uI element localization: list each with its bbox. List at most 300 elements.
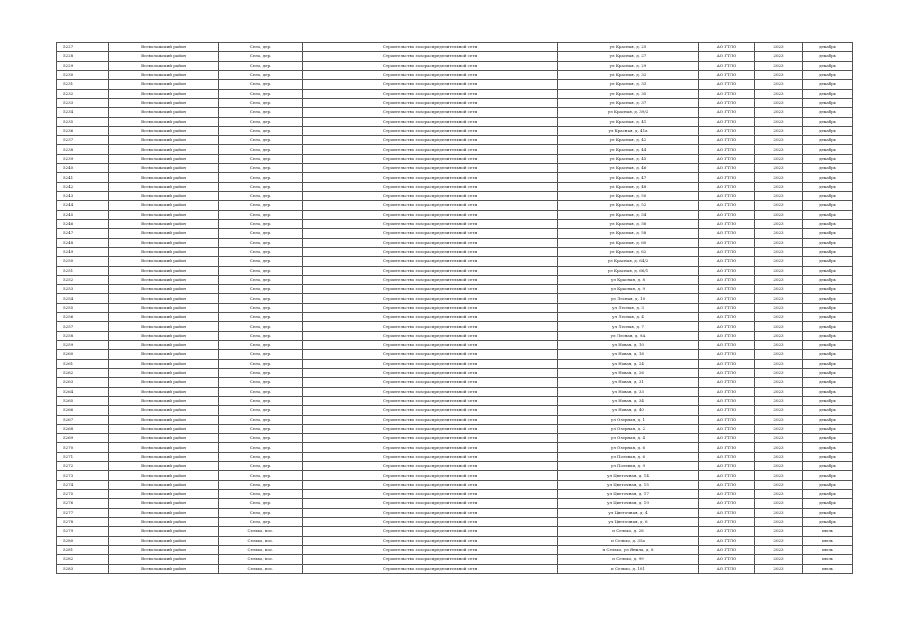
address-cell: ул Лесная, д. 10 [558, 294, 699, 303]
table-row [57, 275, 853, 284]
table-row [57, 406, 853, 415]
address-cell: ул Новая, д. 26 [558, 368, 699, 377]
row-number-cell: 5269 [57, 434, 109, 443]
month-cell: декабрь [803, 294, 853, 303]
row-number-cell: 5255 [57, 303, 109, 312]
month-cell: декабрь [803, 89, 853, 98]
district-cell: Всеволожский район [109, 182, 219, 191]
table-row [57, 555, 853, 564]
address-cell: ул Красная, д. 48 [558, 182, 699, 191]
table-row [57, 126, 853, 135]
row-number-cell: 5279 [57, 527, 109, 536]
work-type-cell: Строительство газораспределительной сети [303, 527, 558, 536]
organization-cell: АО ГТЛО [699, 331, 755, 340]
work-type-cell: Строительство газораспределительной сети [303, 368, 558, 377]
year-cell: 2023 [755, 536, 803, 545]
district-cell: Всеволожский район [109, 294, 219, 303]
table-row [57, 341, 853, 350]
district-cell: Всеволожский район [109, 98, 219, 107]
table-row [57, 210, 853, 219]
organization-cell: АО ГТЛО [699, 98, 755, 107]
row-number-cell: 5267 [57, 415, 109, 424]
settlement-cell: Село, дер. [219, 108, 303, 117]
settlement-cell: Село, дер. [219, 387, 303, 396]
month-cell: декабрь [803, 434, 853, 443]
row-number-cell: 5263 [57, 378, 109, 387]
settlement-cell: Село, дер. [219, 126, 303, 135]
district-cell: Всеволожский район [109, 275, 219, 284]
table-row [57, 266, 853, 275]
organization-cell: АО ГТЛО [699, 154, 755, 163]
month-cell: декабрь [803, 303, 853, 312]
settlement-cell: Село, дер. [219, 452, 303, 461]
year-cell: 2023 [755, 257, 803, 266]
address-cell: ул Новая, д. 40 [558, 406, 699, 415]
district-cell: Всеволожский район [109, 527, 219, 536]
table-row [57, 52, 853, 61]
row-number-cell: 5241 [57, 173, 109, 182]
table-row [57, 219, 853, 228]
table-row [57, 396, 853, 405]
work-type-cell: Строительство газораспределительной сети [303, 406, 558, 415]
settlement-cell: Село, дер. [219, 70, 303, 79]
month-cell: декабрь [803, 219, 853, 228]
settlement-cell: Село, дер. [219, 508, 303, 517]
work-type-cell: Строительство газораспределительной сети [303, 341, 558, 350]
settlement-cell: Село, дер. [219, 229, 303, 238]
row-number-cell: 5229 [57, 61, 109, 70]
district-cell: Всеволожский район [109, 564, 219, 573]
district-cell: Всеволожский район [109, 499, 219, 508]
month-cell: декабрь [803, 322, 853, 331]
year-cell: 2023 [755, 462, 803, 471]
settlement-cell: Село, дер. [219, 415, 303, 424]
work-type-cell: Строительство газораспределительной сети [303, 424, 558, 433]
district-cell: Всеволожский район [109, 536, 219, 545]
organization-cell: АО ГТЛО [699, 266, 755, 275]
row-number-cell: 5240 [57, 164, 109, 173]
year-cell: 2023 [755, 415, 803, 424]
organization-cell: АО ГТЛО [699, 108, 755, 117]
row-number-cell: 5274 [57, 480, 109, 489]
district-cell: Всеволожский район [109, 406, 219, 415]
district-cell: Всеволожский район [109, 341, 219, 350]
address-cell: ул Красная, д. 62 [558, 247, 699, 256]
year-cell: 2023 [755, 480, 803, 489]
address-cell: ул Цветочная, д. 6 [558, 517, 699, 526]
settlement-cell: Село, дер. [219, 61, 303, 70]
row-number-cell: 5238 [57, 145, 109, 154]
organization-cell: АО ГТЛО [699, 406, 755, 415]
organization-cell: АО ГТЛО [699, 508, 755, 517]
year-cell: 2023 [755, 303, 803, 312]
address-cell: ул Красная, д. 9 [558, 285, 699, 294]
district-cell: Всеволожский район [109, 303, 219, 312]
work-type-cell: Строительство газораспределительной сети [303, 434, 558, 443]
organization-cell: АО ГТЛО [699, 70, 755, 79]
month-cell: декабрь [803, 452, 853, 461]
row-number-cell: 5253 [57, 285, 109, 294]
table-row [57, 247, 853, 256]
district-cell: Всеволожский район [109, 52, 219, 61]
organization-cell: АО ГТЛО [699, 462, 755, 471]
district-cell: Всеволожский район [109, 117, 219, 126]
organization-cell: АО ГТЛО [699, 89, 755, 98]
table-row [57, 136, 853, 145]
row-number-cell: 5227 [57, 43, 109, 52]
organization-cell: АО ГТЛО [699, 434, 755, 443]
address-cell: ул Красная, д. 42 [558, 136, 699, 145]
work-type-cell: Строительство газораспределительной сети [303, 508, 558, 517]
work-type-cell: Строительство газораспределительной сети [303, 452, 558, 461]
table-row [57, 443, 853, 452]
district-cell: Всеволожский район [109, 313, 219, 322]
work-type-cell: Строительство газораспределительной сети [303, 117, 558, 126]
month-cell: декабрь [803, 173, 853, 182]
district-cell: Всеволожский район [109, 164, 219, 173]
work-type-cell: Строительство газораспределительной сети [303, 173, 558, 182]
row-number-cell: 5260 [57, 350, 109, 359]
month-cell: декабрь [803, 490, 853, 499]
settlement-cell: Сельхо, пос. [219, 555, 303, 564]
work-type-cell: Строительство газораспределительной сети [303, 555, 558, 564]
settlement-cell: Село, дер. [219, 266, 303, 275]
month-cell: июль [803, 527, 853, 536]
year-cell: 2023 [755, 527, 803, 536]
month-cell: декабрь [803, 508, 853, 517]
row-number-cell: 5275 [57, 490, 109, 499]
district-cell: Всеволожский район [109, 89, 219, 98]
district-cell: Всеволожский район [109, 201, 219, 210]
work-type-cell: Строительство газораспределительной сети [303, 52, 558, 61]
organization-cell: АО ГТЛО [699, 257, 755, 266]
table-row [57, 564, 853, 573]
work-type-cell: Строительство газораспределительной сети [303, 98, 558, 107]
month-cell: декабрь [803, 471, 853, 480]
address-cell: ул Новая, д. 18 [558, 350, 699, 359]
address-cell: ул Озерная, д. 6 [558, 443, 699, 452]
work-type-cell: Строительство газораспределительной сети [303, 378, 558, 387]
district-cell: Всеволожский район [109, 368, 219, 377]
organization-cell: АО ГТЛО [699, 499, 755, 508]
row-number-cell: 5248 [57, 238, 109, 247]
address-cell: ул Красная, д. 37 [558, 98, 699, 107]
settlement-cell: Село, дер. [219, 490, 303, 499]
district-cell: Всеволожский район [109, 490, 219, 499]
organization-cell: АО ГТЛО [699, 341, 755, 350]
year-cell: 2023 [755, 406, 803, 415]
table-row [57, 378, 853, 387]
district-cell: Всеволожский район [109, 210, 219, 219]
year-cell: 2023 [755, 52, 803, 61]
year-cell: 2023 [755, 219, 803, 228]
work-type-cell: Строительство газораспределительной сети [303, 331, 558, 340]
work-type-cell: Строительство газораспределительной сети [303, 192, 558, 201]
address-cell: ул Красная, д. 32 [558, 70, 699, 79]
table-row [57, 536, 853, 545]
district-cell: Всеволожский район [109, 257, 219, 266]
address-cell: ул Красная, д. 8 [558, 275, 699, 284]
row-number-cell: 5237 [57, 136, 109, 145]
table-row [57, 43, 853, 52]
table-row [57, 350, 853, 359]
table-row [57, 201, 853, 210]
month-cell: декабрь [803, 285, 853, 294]
organization-cell: АО ГТЛО [699, 43, 755, 52]
organization-cell: АО ГТЛО [699, 378, 755, 387]
row-number-cell: 5256 [57, 313, 109, 322]
table-row [57, 192, 853, 201]
month-cell: декабрь [803, 201, 853, 210]
month-cell: декабрь [803, 480, 853, 489]
month-cell: декабрь [803, 396, 853, 405]
organization-cell: АО ГТЛО [699, 192, 755, 201]
district-cell: Всеволожский район [109, 285, 219, 294]
settlement-cell: Село, дер. [219, 303, 303, 312]
month-cell: декабрь [803, 80, 853, 89]
address-cell: ул Красная, д. 54 [558, 210, 699, 219]
organization-cell: АО ГТЛО [699, 275, 755, 284]
district-cell: Всеволожский район [109, 266, 219, 275]
row-number-cell: 5271 [57, 452, 109, 461]
work-type-cell: Строительство газораспределительной сети [303, 499, 558, 508]
settlement-cell: Село, дер. [219, 359, 303, 368]
year-cell: 2023 [755, 434, 803, 443]
year-cell: 2023 [755, 247, 803, 256]
row-number-cell: 5258 [57, 331, 109, 340]
district-cell: Всеволожский район [109, 387, 219, 396]
month-cell: декабрь [803, 126, 853, 135]
organization-cell: АО ГТЛО [699, 294, 755, 303]
row-number-cell: 5276 [57, 499, 109, 508]
month-cell: декабрь [803, 164, 853, 173]
work-type-cell: Строительство газораспределительной сети [303, 201, 558, 210]
settlement-cell: Село, дер. [219, 201, 303, 210]
work-type-cell: Строительство газораспределительной сети [303, 490, 558, 499]
work-type-cell: Строительство газораспределительной сети [303, 285, 558, 294]
month-cell: декабрь [803, 331, 853, 340]
district-cell: Всеволожский район [109, 462, 219, 471]
settlement-cell: Село, дер. [219, 322, 303, 331]
year-cell: 2023 [755, 322, 803, 331]
row-number-cell: 5259 [57, 341, 109, 350]
table-row [57, 424, 853, 433]
organization-cell: АО ГТЛО [699, 136, 755, 145]
month-cell: декабрь [803, 350, 853, 359]
settlement-cell: Село, дер. [219, 136, 303, 145]
year-cell: 2023 [755, 89, 803, 98]
settlement-cell: Село, дер. [219, 434, 303, 443]
settlement-cell: Село, дер. [219, 517, 303, 526]
table-row [57, 359, 853, 368]
row-number-cell: 5233 [57, 98, 109, 107]
year-cell: 2023 [755, 117, 803, 126]
settlement-cell: Село, дер. [219, 368, 303, 377]
address-cell: ул Красная, д. 35 [558, 89, 699, 98]
address-cell: ул Новая, д. 10 [558, 341, 699, 350]
address-cell: ул Новая, д. 31 [558, 378, 699, 387]
row-number-cell: 5242 [57, 182, 109, 191]
year-cell: 2023 [755, 80, 803, 89]
address-cell: ул Красная, д. 33 [558, 80, 699, 89]
organization-cell: АО ГТЛО [699, 145, 755, 154]
year-cell: 2023 [755, 145, 803, 154]
settlement-cell: Село, дер. [219, 499, 303, 508]
table-row [57, 98, 853, 107]
organization-cell: АО ГТЛО [699, 219, 755, 228]
district-cell: Всеволожский район [109, 452, 219, 461]
row-number-cell: 5239 [57, 154, 109, 163]
address-cell: ул Красная, д. 50 [558, 192, 699, 201]
address-cell: ул Красная, д. 29 [558, 61, 699, 70]
month-cell: декабрь [803, 275, 853, 284]
district-cell: Всеволожский район [109, 415, 219, 424]
address-cell: ул Лесная, д. 3 [558, 303, 699, 312]
address-cell: ул Цветочная, д. 14 [558, 471, 699, 480]
work-type-cell: Строительство газораспределительной сети [303, 238, 558, 247]
organization-cell: АО ГТЛО [699, 247, 755, 256]
organization-cell: АО ГТЛО [699, 452, 755, 461]
settlement-cell: Село, дер. [219, 52, 303, 61]
table-row [57, 480, 853, 489]
address-cell: п Сельхо, ул Янила, д. 8 [558, 545, 699, 554]
row-number-cell: 5244 [57, 201, 109, 210]
year-cell: 2023 [755, 154, 803, 163]
organization-cell: АО ГТЛО [699, 415, 755, 424]
month-cell: декабрь [803, 415, 853, 424]
settlement-cell: Село, дер. [219, 154, 303, 163]
table-row [57, 387, 853, 396]
organization-cell: АО ГТЛО [699, 313, 755, 322]
month-cell: декабрь [803, 70, 853, 79]
month-cell: июль [803, 564, 853, 573]
table-row [57, 80, 853, 89]
year-cell: 2023 [755, 313, 803, 322]
row-number-cell: 5250 [57, 257, 109, 266]
settlement-cell: Село, дер. [219, 210, 303, 219]
row-number-cell: 5247 [57, 229, 109, 238]
year-cell: 2023 [755, 341, 803, 350]
address-cell: ул Красная, д. 27 [558, 52, 699, 61]
month-cell: декабрь [803, 210, 853, 219]
organization-cell: АО ГТЛО [699, 564, 755, 573]
settlement-cell: Сельхо, пос. [219, 545, 303, 554]
settlement-cell: Сельхо, пос. [219, 564, 303, 573]
year-cell: 2023 [755, 229, 803, 238]
row-number-cell: 5281 [57, 545, 109, 554]
district-cell: Всеволожский район [109, 61, 219, 70]
district-cell: Всеволожский район [109, 378, 219, 387]
year-cell: 2023 [755, 368, 803, 377]
address-cell: ул Красная, д. 25 [558, 43, 699, 52]
year-cell: 2023 [755, 238, 803, 247]
address-cell: ул Озерная, д. 4 [558, 434, 699, 443]
month-cell: декабрь [803, 247, 853, 256]
settlement-cell: Село, дер. [219, 313, 303, 322]
table-row [57, 164, 853, 173]
organization-cell: АО ГТЛО [699, 52, 755, 61]
work-type-cell: Строительство газораспределительной сети [303, 210, 558, 219]
organization-cell: АО ГТЛО [699, 201, 755, 210]
month-cell: декабрь [803, 517, 853, 526]
row-number-cell: 5254 [57, 294, 109, 303]
row-number-cell: 5265 [57, 396, 109, 405]
row-number-cell: 5230 [57, 70, 109, 79]
year-cell: 2023 [755, 490, 803, 499]
district-cell: Всеволожский район [109, 70, 219, 79]
row-number-cell: 5283 [57, 564, 109, 573]
month-cell: декабрь [803, 238, 853, 247]
work-type-cell: Строительство газораспределительной сети [303, 396, 558, 405]
month-cell: декабрь [803, 154, 853, 163]
work-type-cell: Строительство газораспределительной сети [303, 359, 558, 368]
work-type-cell: Строительство газораспределительной сети [303, 219, 558, 228]
month-cell: декабрь [803, 341, 853, 350]
year-cell: 2023 [755, 126, 803, 135]
year-cell: 2023 [755, 108, 803, 117]
work-type-cell: Строительство газораспределительной сети [303, 145, 558, 154]
table-row [57, 490, 853, 499]
work-type-cell: Строительство газораспределительной сети [303, 257, 558, 266]
table-row [57, 154, 853, 163]
year-cell: 2023 [755, 192, 803, 201]
table-row [57, 70, 853, 79]
month-cell: декабрь [803, 117, 853, 126]
address-cell: ул Новая, д. 33 [558, 387, 699, 396]
row-number-cell: 5262 [57, 368, 109, 377]
address-cell: ул Красная, д. 47 [558, 173, 699, 182]
month-cell: декабрь [803, 368, 853, 377]
month-cell: декабрь [803, 499, 853, 508]
settlement-cell: Село, дер. [219, 89, 303, 98]
work-type-cell: Строительство газораспределительной сети [303, 247, 558, 256]
address-cell: ул Красная, д. 46 [558, 164, 699, 173]
address-cell: ул Красная, д. 44 [558, 145, 699, 154]
work-type-cell: Строительство газораспределительной сети [303, 70, 558, 79]
address-cell: ул Красная, д. 41 [558, 117, 699, 126]
settlement-cell: Село, дер. [219, 80, 303, 89]
work-type-cell: Строительство газораспределительной сети [303, 89, 558, 98]
settlement-cell: Село, дер. [219, 173, 303, 182]
work-type-cell: Строительство газораспределительной сети [303, 387, 558, 396]
address-cell: ул Красная, д. 52 [558, 201, 699, 210]
gas-network-table [56, 42, 853, 574]
district-cell: Всеволожский район [109, 350, 219, 359]
settlement-cell: Село, дер. [219, 406, 303, 415]
work-type-cell: Строительство газораспределительной сети [303, 61, 558, 70]
address-cell: ул Лесная, д. 4 [558, 313, 699, 322]
table-row [57, 368, 853, 377]
organization-cell: АО ГТЛО [699, 387, 755, 396]
table-row [57, 545, 853, 554]
district-cell: Всеволожский район [109, 396, 219, 405]
month-cell: декабрь [803, 192, 853, 201]
address-cell: ул Красная, д. 60 [558, 238, 699, 247]
address-cell: п Сельхо, д. 101 [558, 564, 699, 573]
year-cell: 2023 [755, 266, 803, 275]
district-cell: Всеволожский район [109, 173, 219, 182]
year-cell: 2023 [755, 294, 803, 303]
row-number-cell: 5277 [57, 508, 109, 517]
work-type-cell: Строительство газораспределительной сети [303, 443, 558, 452]
organization-cell: АО ГТЛО [699, 545, 755, 554]
address-cell: ул Красная, д. 56 [558, 219, 699, 228]
organization-cell: АО ГТЛО [699, 368, 755, 377]
year-cell: 2023 [755, 555, 803, 564]
table-body [57, 43, 853, 574]
organization-cell: АО ГТЛО [699, 396, 755, 405]
table-row [57, 471, 853, 480]
